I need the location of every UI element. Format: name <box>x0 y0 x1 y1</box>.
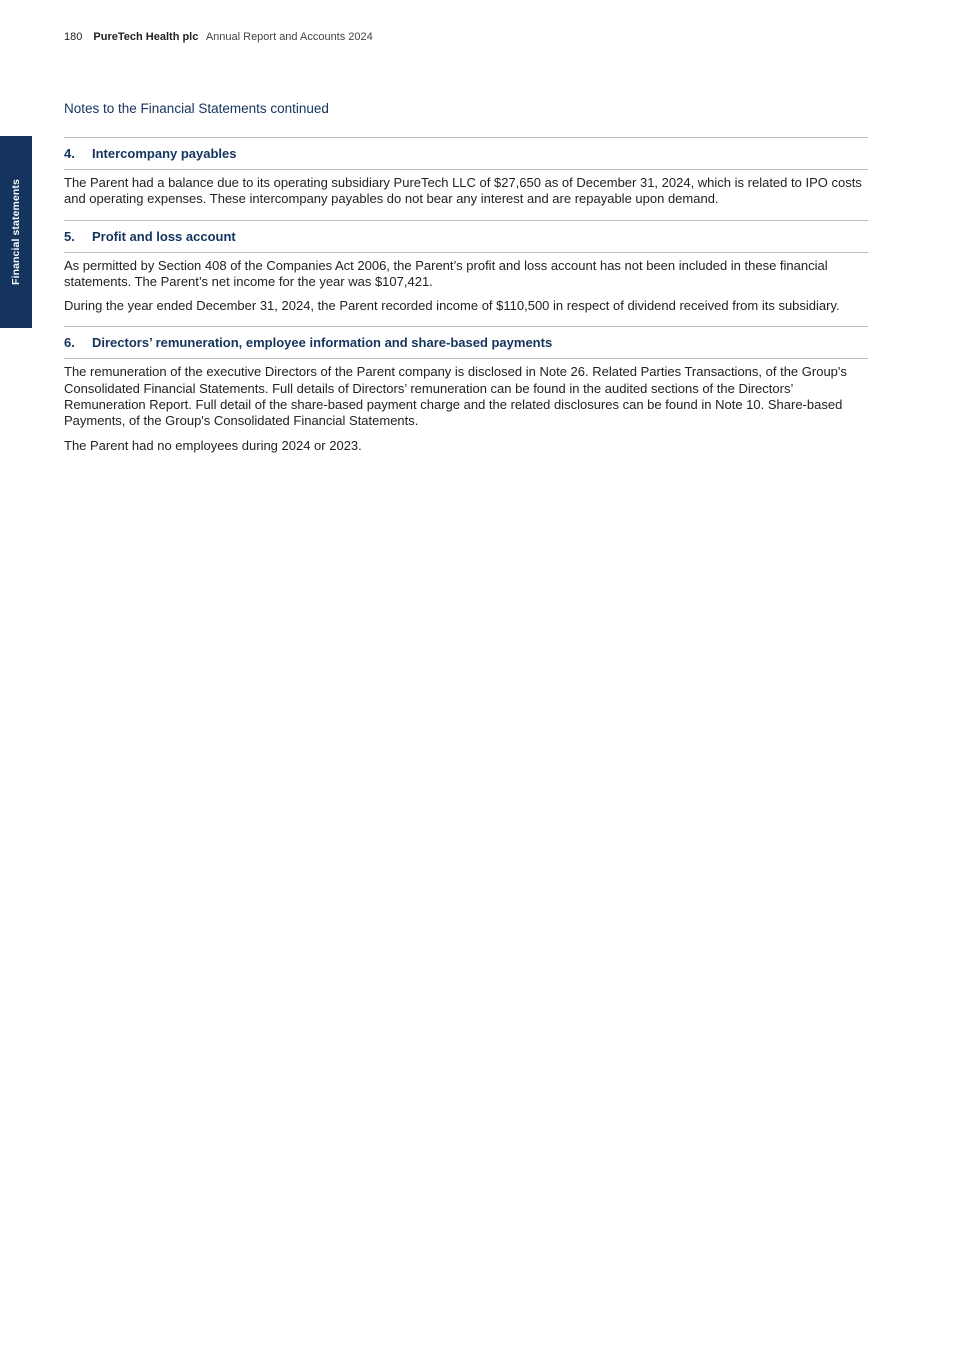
note-paragraph: During the year ended December 31, 2024, the Parent recorded income of $110,500 in respect of dividend received from its subsidiary. <box>64 298 840 314</box>
note-number: 5. <box>64 228 75 244</box>
note-body <box>64 170 868 220</box>
note-heading <box>64 220 868 253</box>
report-title: Annual Report and Accounts 2024 <box>205 31 373 43</box>
note-4 <box>64 137 868 220</box>
section-title: Notes to the Financial Statements continued <box>64 101 329 116</box>
side-tab-label: Financial statements <box>10 179 22 285</box>
note-body <box>64 253 868 327</box>
page-number: 180 <box>64 31 83 43</box>
note-6 <box>64 326 868 465</box>
note-paragraph: The remuneration of the executive Directors of the Parent company is disclosed in Note 26. Related Parties Transactions, of the Group's Consolidated Financial Statements. Full details of Directors’ remuneration can be found in the audited sections of the Directors’ Remuneration Report. Full detail of the share-based payment charge and the related disclosures can be found in Note 10. Share-based Payments, of the Group's Consolidated Financial Statements. <box>64 364 847 429</box>
note-title: Intercompany payables <box>92 146 237 161</box>
page-content <box>64 100 868 466</box>
note-title: Profit and loss account <box>92 228 236 244</box>
section-side-tab <box>0 136 32 328</box>
note-paragraph: The Parent had no employees during 2024 or 2023. <box>64 437 362 453</box>
note-body <box>64 359 868 465</box>
note-title: Directors’ remuneration, employee information and share-based payments <box>92 335 553 351</box>
running-header <box>64 30 373 44</box>
note-heading <box>64 326 868 359</box>
note-5 <box>64 220 868 327</box>
note-paragraph: As permitted by Section 408 of the Companies Act 2006, the Parent’s profit and loss account has not been included in these financial statements. The Parent’s net income for the year was $107,421. <box>64 257 828 289</box>
note-paragraph: The Parent had a balance due to its operating subsidiary PureTech LLC of $27,650 as of December 31, 2024, which is related to IPO costs and operating expenses. These intercompany payables do not bear any interest and are repayable upon demand. <box>64 175 862 207</box>
note-number: 4. <box>64 146 75 161</box>
company-name: PureTech Health plc <box>93 31 199 43</box>
note-number: 6. <box>64 335 75 351</box>
note-heading <box>64 137 868 170</box>
